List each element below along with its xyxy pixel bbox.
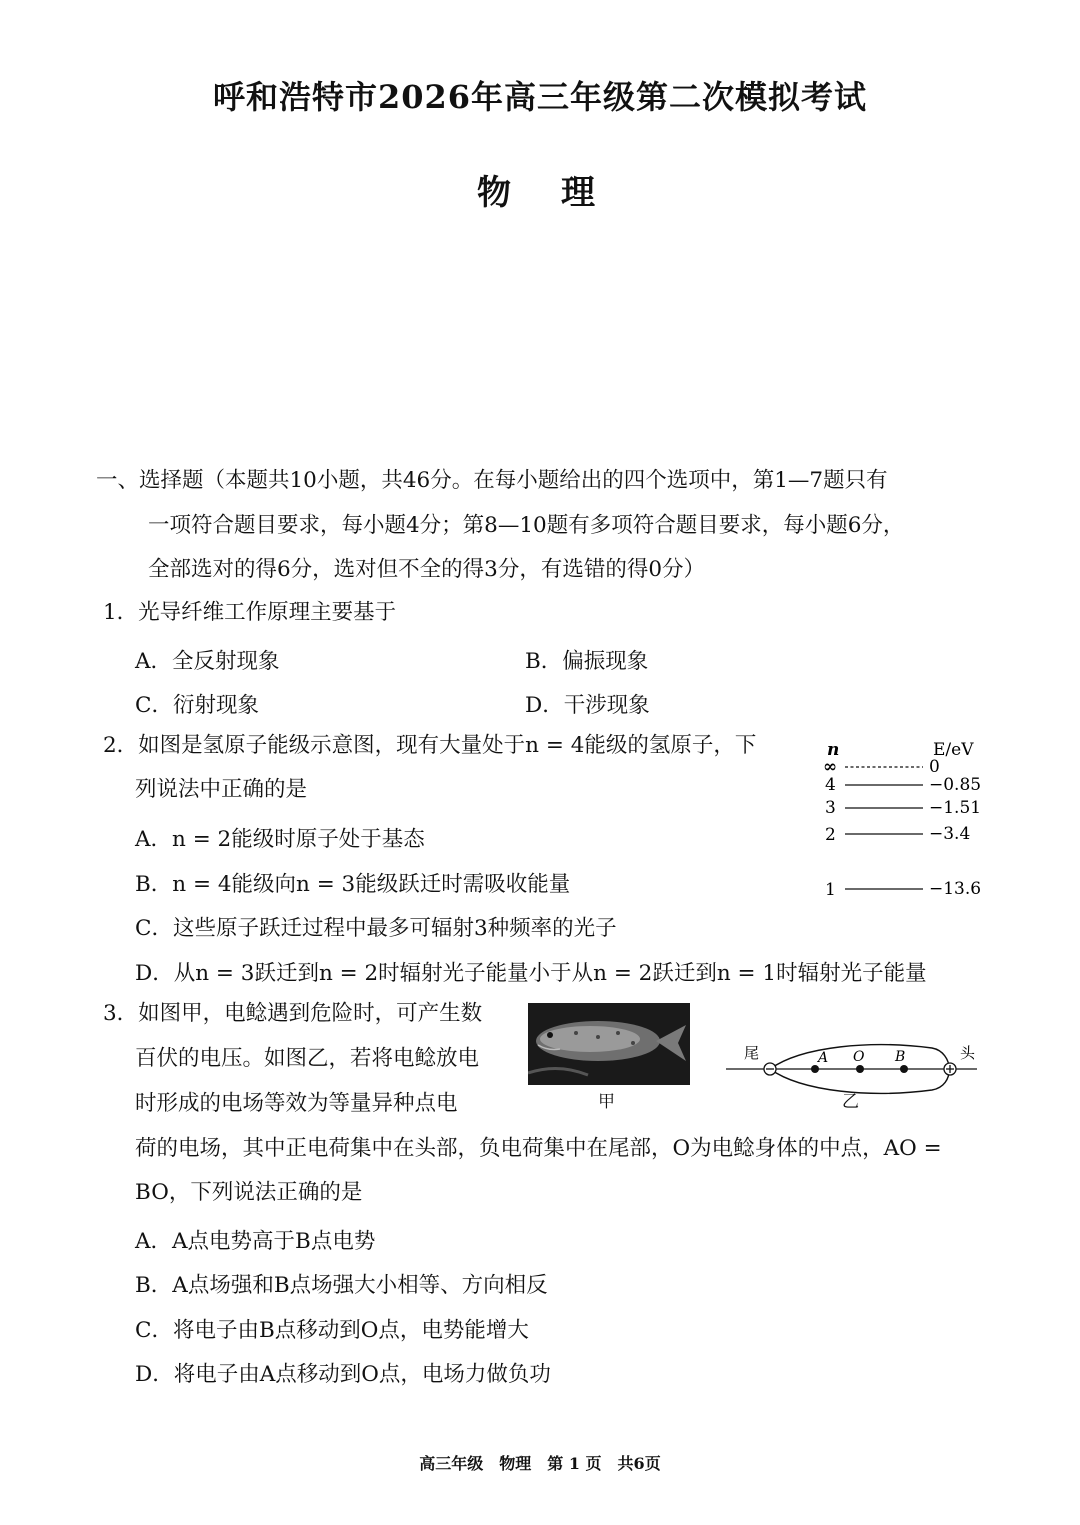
- level-e-3: −1.51: [929, 798, 982, 818]
- figure-yi-label: 乙: [842, 1092, 859, 1112]
- level-n-1: 1: [825, 880, 836, 900]
- level-e-1: −13.6: [929, 879, 982, 899]
- q1-option-d: D．干涉现象: [525, 693, 650, 718]
- level-n-4: 4: [825, 775, 836, 795]
- level-n-3: 3: [825, 798, 836, 818]
- level-e-4: −0.85: [929, 775, 982, 795]
- q3-option-a: A．A点电势高于B点电势: [135, 1229, 376, 1254]
- q3-stem-line5: BO，下列说法正确的是: [135, 1180, 363, 1205]
- level-n-2: 2: [825, 825, 836, 845]
- figure-jia-label: 甲: [598, 1092, 615, 1112]
- q3-stem-line4: 荷的电场，其中正电荷集中在头部，负电荷集中在尾部，O为电鲶身体的中点，AO =: [135, 1136, 942, 1161]
- level-n-inf: ∞: [823, 757, 838, 777]
- q2-option-c: C．这些原子跃迁过程中最多可辐射3种频率的光子: [135, 916, 617, 941]
- section-instruction-line2: 一项符合题目要求，每小题4分；第8—10题有多项符合题目要求，每小题6分，: [148, 513, 905, 538]
- q1-option-b: B．偏振现象: [525, 649, 649, 674]
- q3-option-d: D．将电子由A点移动到O点，电场力做负功: [135, 1362, 551, 1387]
- diagram-n-label: n: [827, 740, 840, 760]
- tail-label: 尾: [744, 1044, 760, 1062]
- q1-option-c: C．衍射现象: [135, 693, 259, 718]
- point-a-label: A: [818, 1050, 829, 1066]
- q2-option-d: D．从n = 3跃迁到n = 2时辐射光子能量小于从n = 2跃迁到n = 1时辐射光子能量: [135, 961, 927, 986]
- point-o-dot: [856, 1065, 864, 1073]
- q1-option-a: A．全反射现象: [135, 649, 280, 674]
- q3-option-c: C．将电子由B点移动到O点，电势能增大: [135, 1318, 529, 1343]
- q3-stem-line3: 时形成的电场等效为等量异种点电: [135, 1091, 458, 1116]
- q2-stem-line1: 2．如图是氢原子能级示意图，现有大量处于n = 4能级的氢原子，下: [103, 733, 757, 758]
- energy-level-diagram: [815, 735, 995, 905]
- level-e-inf: 0: [929, 757, 940, 777]
- point-o-label: O: [853, 1049, 865, 1065]
- catfish-photo: [528, 1003, 690, 1085]
- section-instruction-line1: 一、选择题（本题共10小题，共46分。在每小题给出的四个选项中，第1—7题只有: [96, 468, 888, 493]
- section-instruction-line3: 全部选对的得6分，选对但不全的得3分，有选错的得0分）: [148, 557, 706, 582]
- q3-option-b: B．A点场强和B点场强大小相等、方向相反: [135, 1273, 548, 1298]
- q3-stem-line2: 百伏的电压。如图乙，若将电鲶放电: [135, 1046, 480, 1071]
- q2-option-a: A．n = 2能级时原子处于基态: [135, 827, 425, 852]
- point-b-label: B: [895, 1049, 906, 1065]
- q3-stem-line1: 3．如图甲，电鲶遇到危险时，可产生数: [103, 1001, 483, 1026]
- q2-option-b: B．n = 4能级向n = 3能级跃迁时需吸收能量: [135, 872, 571, 897]
- point-a-dot: [811, 1065, 819, 1073]
- q2-stem-line2: 列说法中正确的是: [135, 777, 308, 802]
- diagram-e-label: E/eV: [933, 740, 974, 760]
- point-b-dot: [900, 1065, 908, 1073]
- level-e-2: −3.4: [929, 824, 971, 844]
- exam-title: 呼和浩特市2026年高三年级第二次模拟考试: [212, 78, 868, 116]
- q1-stem: 1．光导纤维工作原理主要基于: [103, 600, 397, 625]
- page-footer: 高三年级 物理 第 1 页 共6页: [419, 1454, 661, 1473]
- head-label: 头: [960, 1044, 976, 1062]
- subject-title: 物 理: [477, 173, 603, 213]
